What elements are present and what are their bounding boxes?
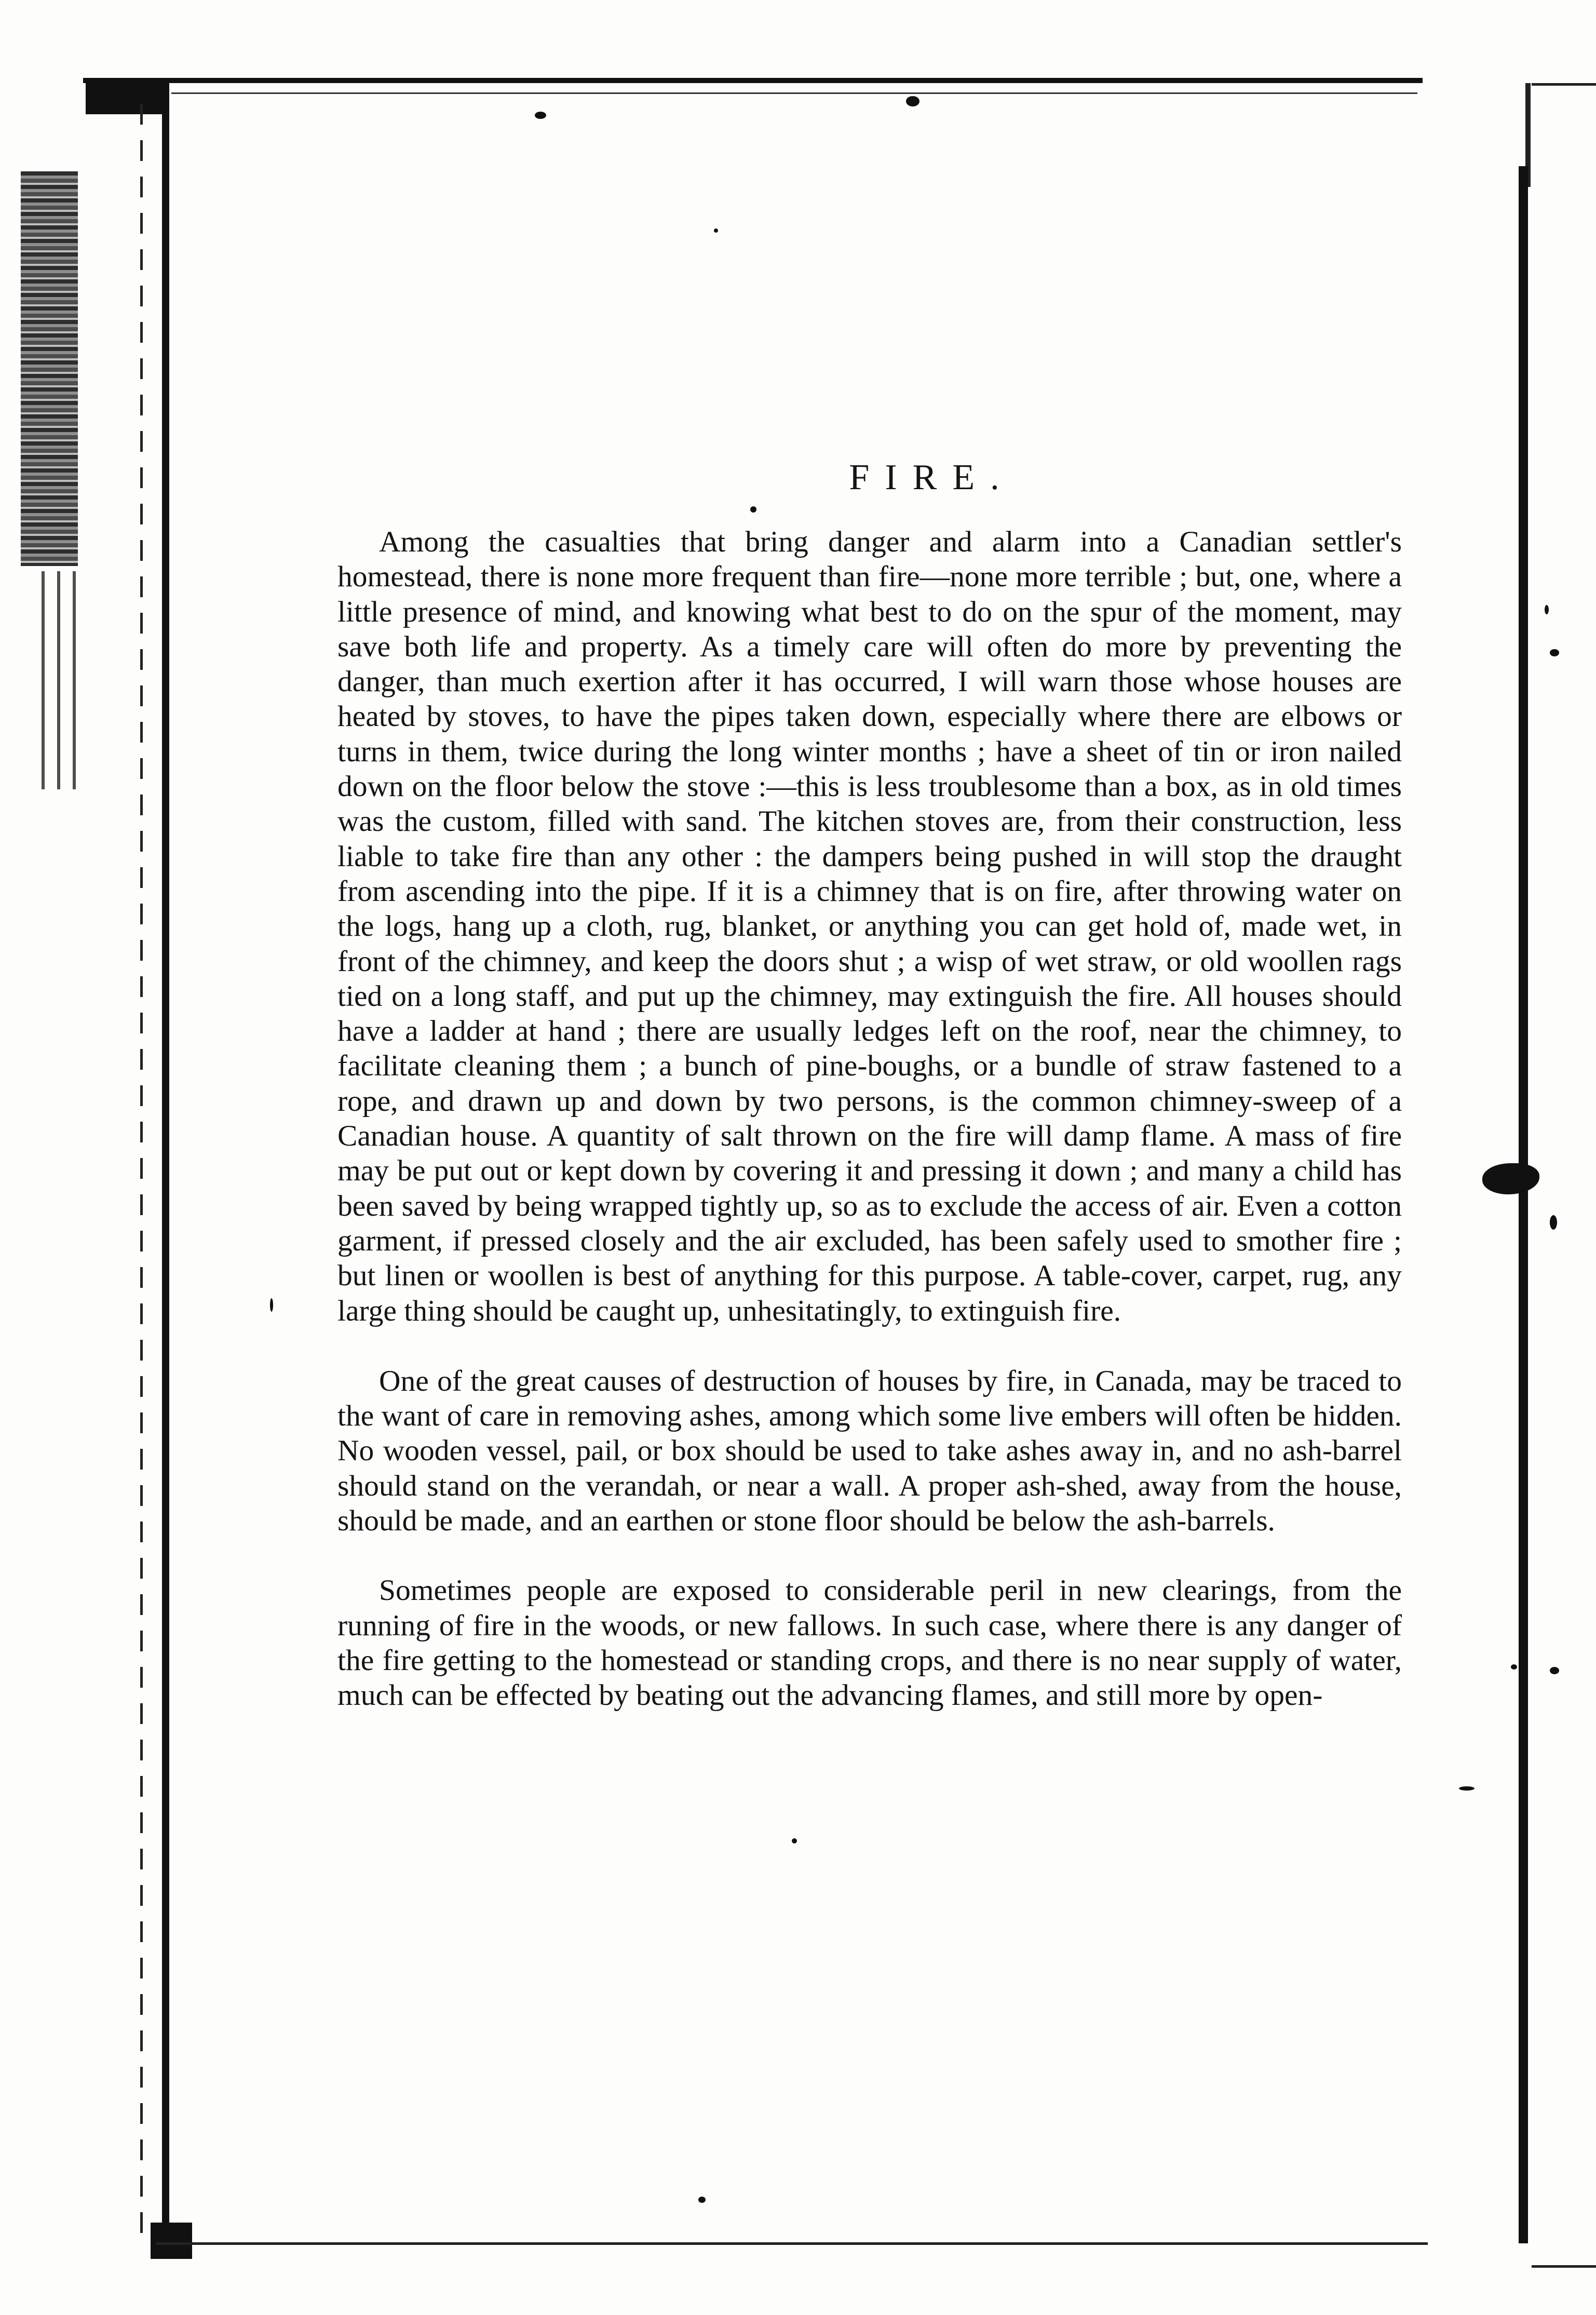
left-binding-line: [140, 104, 143, 2233]
paragraph: Among the casualties that bring danger and alarm into a Canadian settler's homestead, there is none more frequent than fire—none more terrible ; but, one, where a little presence of mind, and knowing what best to do on the spur of the moment, may save both life and property. As a timely care will often do more by preventing the danger, than much exertion after it has occurred, I will warn those whose houses are heated by stoves, to have the pipes taken down, especially where there are elbows or turns in them, twice during the long winter months ; have a sheet of tin or iron nailed down on the floor below the stove :—this is less troublesome than a box, as in old times was the custom, filled with sand. The kitchen stoves are, from their construction, less liable to take fire than any other : the dampers being pushed in will stop the draught from ascending into the pipe. If it is a chimney that is on fire, after throwing water on the logs, hang up a cloth, rug, blanket, or anything you can get hold of, made wet, in front of the chimney, and keep the doors shut ; a wisp of wet straw, or old woollen rags tied on a long staff, and put up the chimney, may extinguish the fire. All houses should have a ladder at hand ; there are usually ledges left on the roof, near the chimney, to facilitate cleaning them ; a bunch of pine-boughs, or a bundle of straw fastened to a rope, and drawn up and down by two persons, is the common chimney-sweep of a Canadian house. A quantity of salt thrown on the fire will damp flame. A mass of fire may be put out or kept down by covering it and pressing it down ; and many a child has been saved by being wrapped tightly up, so as to exclude the access of air. Even a cotton garment, if pressed closely and the air excluded, has been safely used to smother fire ; but linen or woollen is best of anything for this purpose. A table-cover, carpet, rug, any large thing should be caught up, unhesitatingly, to extinguish fire.: [337, 526, 1402, 1327]
ink-speck: [698, 2197, 706, 2203]
top-border-thin-rule: [171, 92, 1417, 94]
bottom-left-corner-mark: [151, 2223, 192, 2259]
ink-blot: [1482, 1163, 1539, 1194]
binding-scan-noise-lower: [42, 571, 78, 789]
ink-speck: [1459, 1786, 1475, 1791]
ink-speck: [1511, 1664, 1517, 1670]
ink-speck: [714, 228, 718, 233]
ink-speck: [270, 1298, 273, 1312]
binding-scan-noise: [21, 171, 78, 566]
top-left-corner-mark: [86, 78, 169, 114]
ink-speck: [1550, 1215, 1557, 1230]
ink-speck: [792, 1838, 797, 1843]
right-margin-rule: [1519, 166, 1528, 2243]
paragraph: Sometimes people are exposed to considerable peril in new clearings, from the running of fire in the woods, or new fallows. In such case, where there is any danger of the fire getting to the homestead or standing crops, and there is no near supply of water, much can be effected by beating out the advancing flames, and still more by open-: [337, 1574, 1402, 1712]
ink-speck: [1550, 649, 1559, 656]
ink-speck: [1545, 605, 1549, 614]
ink-speck: [535, 112, 546, 119]
left-margin-rule: [162, 78, 169, 2256]
top-border-rule: [83, 78, 1423, 83]
ink-speck: [906, 96, 919, 106]
paragraph: One of the great causes of destruction of houses by fire, in Canada, may be traced to the want of care in removing ashes, among which some live embers will often be hidden. No wooden vessel, pail, or box should be used to take ashes away in, and no ash-barrel should stand on the verandah, or near a wall. A proper ash-shed, away from the house, should be made, and an earthen or stone floor should be below the ash-barrels.: [337, 1364, 1402, 1538]
top-right-rule: [1532, 83, 1596, 86]
page-text: [337, 457, 1402, 1748]
bottom-right-rule: [1532, 2265, 1596, 2268]
bottom-border-rule: [156, 2242, 1428, 2245]
ink-speck: [1550, 1667, 1559, 1674]
page-title: FIRE.: [849, 457, 1015, 497]
